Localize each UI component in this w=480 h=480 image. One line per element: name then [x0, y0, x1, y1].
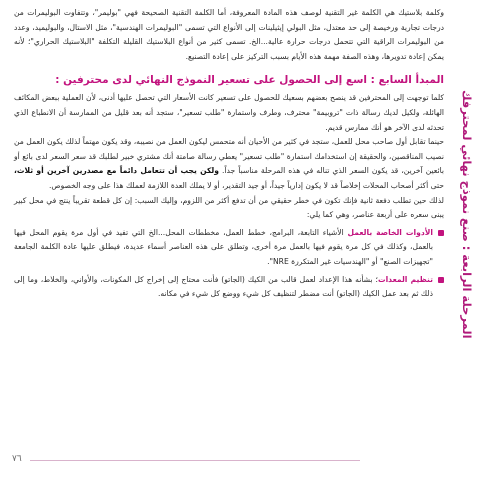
- paragraph-shop-owner-text: حينما تقابل أول صاحب محل للعمل، ستجد في كثير من الأحيان أنه متحمس ليكون العمل من نصيبه، وقد يكون مهتماً لذلك يكون العمل من نصيب المناقصين، والحقيقة إن استخدامك استمارة "طلب تسعير" يعطي رسالة صامتة أنك مشتري خبير لطلبك قد سعر السعر لدى بائع أو بائعين آخرين، قد يكون السعر الذي تناله في هذه المرحلة مناسباً جداً.: [14, 137, 444, 176]
- footer-divider: [30, 460, 360, 461]
- list-item: [14, 226, 444, 270]
- paragraph-shop-owner: [14, 135, 444, 193]
- bullet-square-icon: [438, 277, 444, 283]
- main-content: [14, 6, 444, 302]
- elements-list: [14, 226, 444, 302]
- list-item-text: ؛ بشأنه هذا الإعداد لعمل قالب من الكيك (الجاتو) فأنت محتاج إلى إخراج كل المكونات، والأواني، والخلاط، وما إلى ذلك ثم بعد عمل الكيك (الجاتو) أنت مضطر لتنظيف كل شيء ووضع كل شيء في مكانه.: [14, 274, 433, 299]
- list-item: [14, 273, 444, 302]
- list-item-title: الأدوات الخاصة بالعمل: [347, 227, 434, 237]
- list-item-text: الأشياء التابعة، البرامج، خطط العمل، مخططات المحل...الخ التي تفيد في أول مرة يقوم المحل فيها بالعمل، وكذلك في كل مرة يقوم فيها بالعمل مرة أخرى، وتطلق على هذه العناصر أسماء عديدة، فيطلق عليها عادة الكلمة الجامعة "تجهيزات الصنع" أو "الهندسيات غير المتكررة NRE".: [14, 227, 433, 266]
- paragraph-quotes: كلما توجهت إلى المحترفين قد ينصح بعضهم بسعيك للحصول على تسعير كانت الأسعار التي تحصل عليها أدنى، لأن العملية ببعض المكائف الهائلة، ولكيل لديك رسالة ذات "تروبيمة" محترف، وطرف واستمارة "طلب تسعير"، ستجد أنه بعد قليل من الممارسة أن الانطباع الذي تحدثه لدى الآخر هو أنك ممارس قديم.: [14, 93, 444, 132]
- page-number: ٧٦: [12, 454, 22, 464]
- chapter-side-title: المرحلة الرابعة : صنع نموذج نهائي لمحترفك: [460, 90, 474, 339]
- emphasis-text: ولكن يجب أن تتعامل دائماً مع مصدرين آخرين أو ثلاث،: [14, 166, 219, 176]
- list-item-title: تنظيم المعدات: [377, 274, 434, 284]
- paragraph-shop-owner-text-2: حتى أكثر أصحاب المحلات إخلاصاً قد لا يكون إدارياً جيداً، أو جيد التقدير، أو لا يملك العدة اللازمة لعملك هذا على وجه الخصوص.: [48, 180, 444, 190]
- side-strip: [452, 0, 480, 480]
- bullet-square-icon: [438, 230, 444, 236]
- paragraph-plastic: وكلمة بلاستيك هي الكلمة غير التقنية لوصف هذه المادة المعروفة، أما الكلمة التقنية الصحيحة فهي "بوليمر"، وتتفاوت البوليمرات من درجات تجارية ورخيصة إلى حد معتدل، مثل البولي إيثيلينات إلى الأنواع التي تسمى "البوليمرات الهندسية"، مثل الاستال، والبوليميد، وعدد من البوليمرات الراقية التي تتحمل درجات حرارة عالية...الخ. تسمى كثير من أنواع البلاستيك القليلة التكلفة "البلاستيك الحراري"؛ لأنه يمكن إعادة تدويرها، وهذه الصفة مهمة هذه الأيام بسبب التركيز على إعادة التصنيع.: [14, 8, 444, 61]
- paragraph-pricing: لذلك حين تطلب دفعة ثانية فإنك تكون في خطر حقيقي من أن تدفع أكثر من اللزوم، وإليك السبب: إن كل قطعة تقريباً ينتج في محل كبير يبنى سعره على أربعة عناصر، وهي كما يلي:: [14, 195, 444, 220]
- section-heading: المبدأ السابع : اسع إلى الحصول على تسعير النموذج النهائي لدى محترفين :: [55, 74, 444, 87]
